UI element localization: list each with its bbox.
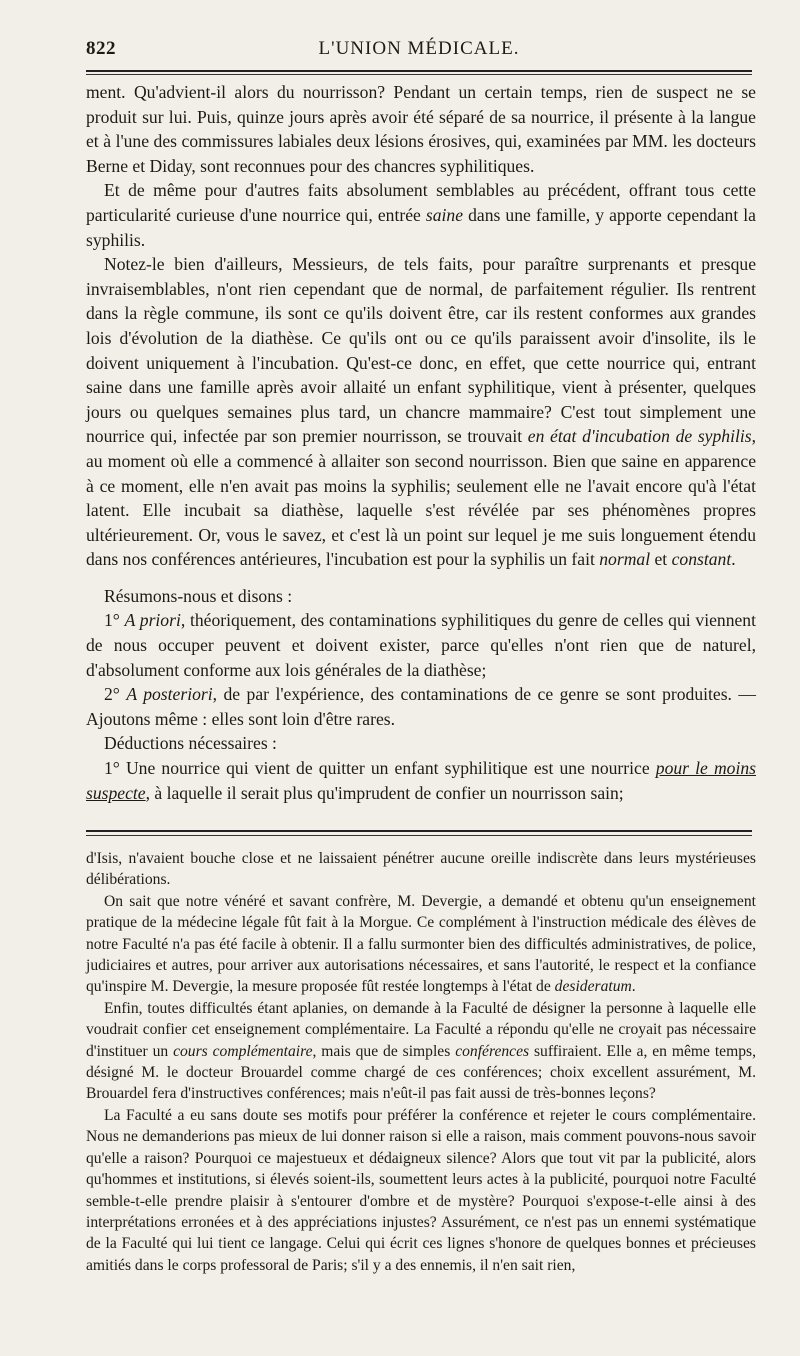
paragraph: On sait que notre vénéré et savant confrère, M. Devergie, a demandé et obtenu qu'un enseignement pratique de la médecine légale fût fait à la Morgue. Ce complément à l'instruction médicale des élèves de notre Faculté n'a pas été facile à obtenir. Il a fallu surmonter bien des difficultés administratives, de police, judiciaires et autres, pour arriver aux autorisations nécessaires, et sans l'autorité, le respect et la confiance qu'inspire M. Devergie, la mesure proposée fût restée longtemps à l'état de desideratum.	[86, 892, 756, 996]
paragraph: ment. Qu'advient-il alors du nourrisson? Pendant un certain temps, rien de suspect ne se produit sur lui. Puis, quinze jours après avoir été séparé de sa nourrice, il présente à la langue et à l'une des commissures labiales deux lésions érosives, qui, examinées par MM. les docteurs Berne et Diday, sont reconnues pour des chancres syphilitiques.	[86, 82, 756, 176]
feuilleton-rule	[86, 830, 752, 832]
feuilleton-rule-thin	[86, 835, 752, 836]
paragraph: Déductions nécessaires :	[104, 733, 277, 754]
paragraph: Résumons-nous et disons :	[104, 585, 293, 606]
paragraph: Enfin, toutes difficultés étant aplanies, on demande à la Faculté de désigner la personne à laquelle elle voudrait confier cet enseignement complémentaire. La Faculté a répondu qu'elle ne croyait pas nécessaire d'instituer un cours complémentaire, mais que de simples conférences suffiraient. Elle a, en même temps, désigné M. le docteur Brouardel comme chargé de ces conférences; choix excellent assurément, M. Brouardel fera d'instructives conférences; mais n'eût-il pas fait aussi de très-bonnes leçons?	[86, 999, 756, 1103]
header-rule	[86, 70, 752, 72]
paragraph: 1° A priori, théoriquement, des contaminations syphilitiques du genre de celles qui viennent de nous occuper peuvent et doivent exister, parce qu'elles n'ont rien que de naturel, d'absolument conforme aux lois générales de la diathèse;	[86, 610, 756, 680]
feuilleton-text	[86, 848, 756, 1276]
header-rule-thin	[86, 74, 752, 75]
paragraph: Et de même pour d'autres faits absolument semblables au précédent, offrant tous cette particularité curieuse d'une nourrice qui, entrée saine dans une famille, y apporte cependant la syphilis.	[86, 180, 756, 250]
paragraph: 2° A posteriori, de par l'expérience, des contaminations de ce genre se sont produites. — Ajoutons même : elles sont loin d'être rares.	[86, 684, 757, 729]
main-article-text	[86, 80, 756, 805]
page-header	[86, 34, 752, 66]
paragraph: 1° Une nourrice qui vient de quitter un enfant syphilitique est une nourrice pour le moins suspecte, à laquelle il serait plus qu'imprudent de confier un nourrisson sain;	[86, 758, 757, 803]
page-number: 822	[86, 38, 116, 59]
paragraph: La Faculté a eu sans doute ses motifs pour préférer la conférence et rejeter le cours complémentaire. Nous ne demanderions pas mieux de lui donner raison si elle a raison, mais comment pouvons-nous savoir qu'elle a raison? Pourquoi ce majestueux et dédaigneux silence? Alors que tout vit par la publicité, alors qu'hommes et institutions, si élevés soient-ils, soumettent leurs actes à la publicité, pourquoi notre Faculté semble-t-elle prendre plaisir à s'entourer d'ombre et de mystère? Pourquoi s'expose-t-elle ainsi à des interprétations erronées et à des appréciations injustes? Assurément, ce n'est pas un ennemi systématique de la Faculté qui lui tient ce langage. Celui qui écrit ces lignes s'honore de quelques bonnes et précieuses amitiés dans le corps professoral de Paris; s'il y a des ennemis, il n'en sait rien,	[86, 1106, 756, 1274]
journal-title: L'UNION MÉDICALE.	[318, 38, 520, 59]
paragraph: d'Isis, n'avaient bouche close et ne laissaient pénétrer aucune oreille indiscrète dans leurs mystérieuses délibérations.	[86, 850, 756, 889]
paragraph: Notez-le bien d'ailleurs, Messieurs, de tels faits, pour paraître surprenants et presque invraisemblables, n'ont rien cependant que de normal, de parfaitement régulier. Ils rentrent dans la règle commune, ils sont ce qu'ils doivent être, car ils restent conformes aux grandes lois d'évolution de la diathèse. Ce qu'ils ont ou ce qu'ils paraissent avoir d'insolite, ils le doivent uniquement à l'incubation. Qu'est-ce donc, en effet, que cette nourrice qui, entrant saine dans une famille après avoir allaité un enfant syphilitique, vient à présenter, quelques jours ou quelques semaines plus tard, un chancre mammaire? C'est tout simplement une nourrice qui, infectée par son premier nourrisson, se trouvait en état d'incubation de syphilis, au moment où elle a commencé à allaiter son second nourrisson. Bien que saine en apparence à ce moment, elle n'en avait pas moins la syphilis; seulement elle ne l'avait encore qu'à l'état latent. Elle incubait sa diathèse, laquelle s'est révélée par ses phénomènes propres ultérieurement. Or, vous le savez, et c'est là un point sur lequel je me suis longuement étendu dans nos conférences antérieures, l'incubation est pour la syphilis un fait normal et constant.	[86, 254, 756, 570]
